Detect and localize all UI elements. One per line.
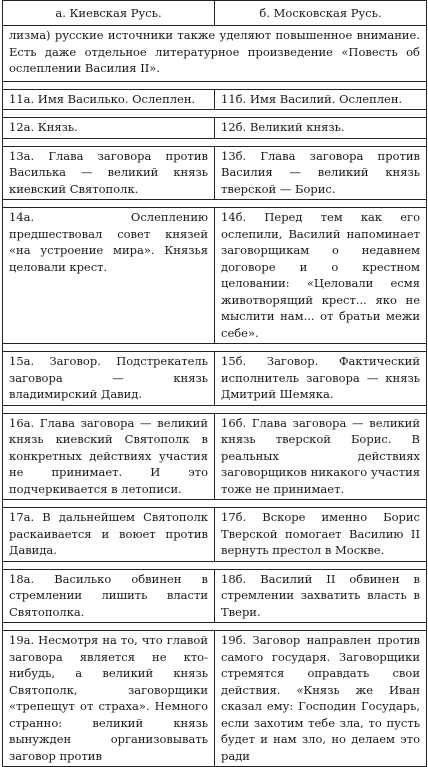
cell-kiev: 12а. Князь.: [3, 118, 215, 139]
cell-moscow: 11б. Имя Василий. Ослеплен.: [215, 89, 427, 110]
intro-row: [3, 26, 427, 82]
table-row: [3, 89, 427, 110]
cell-kiev: 19а. Несмотря на то, что главой заговора является не кто-нибудь, а великий князь Святополк, заговорщики «трепещут от страха». Немного странно: великий князь вынужден организовывать заговор против: [3, 631, 215, 767]
cell-kiev: 16а. Глава заговора — великий князь киевский Святополк в конкретных действиях участия не принимает. И это подчеркивается в летописи.: [3, 413, 215, 500]
column-header-kiev: а. Киевская Русь.: [3, 1, 215, 26]
table-row: [3, 413, 427, 500]
column-header-moscow: б. Московская Русь.: [215, 1, 427, 26]
table-row: [3, 146, 427, 200]
row-spacer: [3, 623, 427, 631]
row-spacer-cell: [3, 138, 427, 146]
cell-moscow: 19б. Заговор направлен против самого государя. Заговорщики стремятся оправдать свои действия. «Князь же Иван сказал ему: Господин Государь, если захотим тебе зла, то пусть будет и нам зло, но делаем это ради: [215, 631, 427, 767]
table-row: [3, 569, 427, 623]
table-row: [3, 508, 427, 562]
cell-moscow: 13б. Глава заговора против Василия — великий князь тверской — Борис.: [215, 146, 427, 200]
table-row: [3, 208, 427, 344]
cell-moscow: 17б. Вскоре именно Борис Тверской помогает Василию II вернуть престол в Москве.: [215, 508, 427, 562]
cell-kiev: 15а. Заговор. Подстрекатель заговора — князь владимирский Давид.: [3, 352, 215, 406]
cell-moscow: 18б. Василий II обвинен в стремлении захватить власть в Твери.: [215, 569, 427, 623]
cell-moscow: 15б. Заговор. Фактический исполнитель заговора — князь Дмитрий Шемяка.: [215, 352, 427, 406]
row-spacer-cell: [3, 623, 427, 631]
row-spacer: [3, 500, 427, 508]
cell-moscow: 14б. Перед тем как его ослепили, Василий напоминает заговорщикам о недавнем договоре и о крестном целовании: «Целовали есмя животворящий крест... яко не мыслити нам... от братьи межи себе».: [215, 208, 427, 344]
row-spacer: [3, 138, 427, 146]
row-spacer-cell: [3, 561, 427, 569]
cell-kiev: 17а. В дальнейшем Святополк раскаивается и воюет против Давида.: [3, 508, 215, 562]
table-row: [3, 352, 427, 406]
cell-kiev: 11а. Имя Василько. Ослеплен.: [3, 89, 215, 110]
row-spacer: [3, 81, 427, 89]
row-spacer: [3, 110, 427, 118]
cell-kiev: 13а. Глава заговора против Василька — великий князь киевский Святополк.: [3, 146, 215, 200]
cell-moscow: 16б. Глава заговора — великий князь тверской Борис. В реальных действиях заговорщиков никакого участия тоже не принимает.: [215, 413, 427, 500]
row-spacer: [3, 200, 427, 208]
cell-kiev: 14а. Ослеплению предшествовал совет князей «на устроение мира». Князья целовали крест.: [3, 208, 215, 344]
row-spacer: [3, 405, 427, 413]
intro-text: лизма) русские источники также уделяют повышенное внимание. Есть даже отдельное литературное произведение «Повесть об ослеплении Василия II».: [3, 26, 427, 82]
row-spacer-cell: [3, 405, 427, 413]
row-spacer-cell: [3, 81, 427, 89]
cell-moscow: 12б. Великий князь.: [215, 118, 427, 139]
row-spacer-cell: [3, 344, 427, 352]
row-spacer-cell: [3, 200, 427, 208]
comparison-table: [2, 0, 427, 767]
row-spacer-cell: [3, 110, 427, 118]
header-row: [3, 1, 427, 26]
cell-kiev: 18а. Василько обвинен в стремлении лишить власти Святополка.: [3, 569, 215, 623]
table-row: [3, 118, 427, 139]
table-row: [3, 631, 427, 767]
row-spacer: [3, 344, 427, 352]
row-spacer: [3, 561, 427, 569]
row-spacer-cell: [3, 500, 427, 508]
